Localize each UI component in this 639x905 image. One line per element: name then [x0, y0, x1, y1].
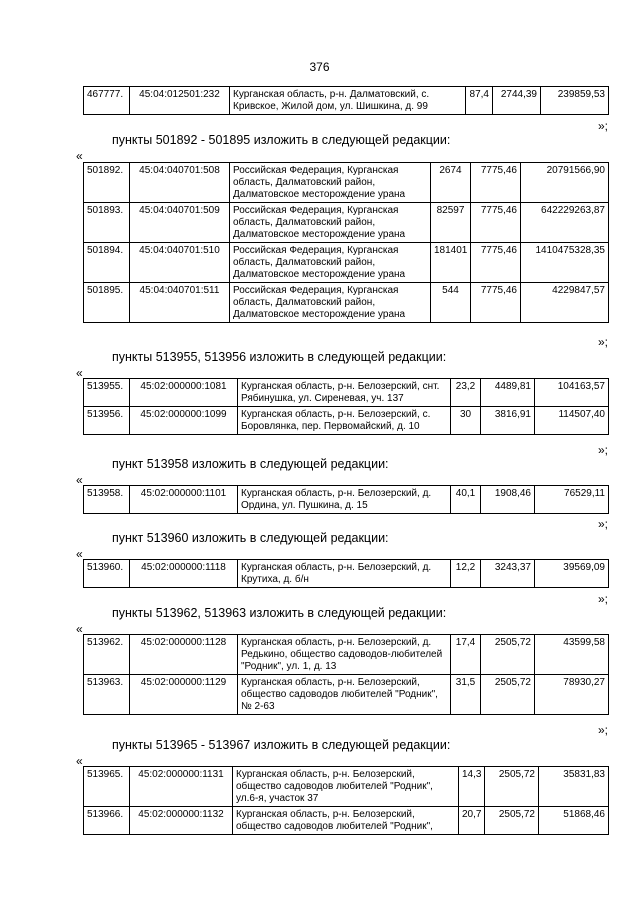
area: 30	[451, 407, 481, 435]
cadastral-number: 45:02:000000:1131	[130, 767, 233, 807]
address: Курганская область, р-н. Белозерский, общество садоводов любителей "Родник", № 2-63	[238, 675, 451, 715]
rate: 2505,72	[485, 807, 539, 835]
row-number: 513956.	[84, 407, 130, 435]
cadastral-value: 43599,58	[535, 635, 609, 675]
area: 17,4	[451, 635, 481, 675]
close-quote: »;	[597, 517, 608, 531]
address: Российская Федерация, Курганская область, Далматовский район, Далматовское месторождение урана	[230, 283, 431, 323]
address: Курганская область, р-н. Белозерский, д. Ордина, ул. Пушкина, д. 15	[238, 486, 451, 514]
table-row	[84, 379, 609, 407]
row-number: 513962.	[84, 635, 130, 675]
row-number: 501894.	[84, 243, 130, 283]
area: 40,1	[451, 486, 481, 514]
row-number: 513963.	[84, 675, 130, 715]
close-quote: »;	[597, 335, 608, 349]
address: Курганская область, р-н. Белозерский, общество садоводов любителей "Родник", ул.6-я, участок 37	[233, 767, 459, 807]
cadastral-number: 45:04:012501:232	[130, 87, 230, 115]
cadastral-number: 45:04:040701:509	[130, 203, 230, 243]
table-row	[84, 560, 609, 588]
row-number: 501893.	[84, 203, 130, 243]
rate: 7775,46	[471, 203, 521, 243]
area: 181401	[431, 243, 471, 283]
rate: 1908,46	[481, 486, 535, 514]
section-heading: пункт 513960 изложить в следующей редакции:	[112, 531, 389, 545]
rate: 3243,37	[481, 560, 535, 588]
cadastral-number: 45:02:000000:1099	[130, 407, 238, 435]
rate: 4489,81	[481, 379, 535, 407]
cadastral-value: 104163,57	[535, 379, 609, 407]
table-section-1	[83, 162, 609, 323]
table-row	[84, 807, 609, 835]
area: 31,5	[451, 675, 481, 715]
cadastral-number: 45:04:040701:508	[130, 163, 230, 203]
address: Российская Федерация, Курганская область, Далматовский район, Далматовское месторождение урана	[230, 243, 431, 283]
cadastral-value: 20791566,90	[521, 163, 609, 203]
cadastral-value: 4229847,57	[521, 283, 609, 323]
cadastral-value: 114507,40	[535, 407, 609, 435]
rate: 7775,46	[471, 243, 521, 283]
cadastral-value: 51868,46	[539, 807, 609, 835]
row-number: 513960.	[84, 560, 130, 588]
area: 544	[431, 283, 471, 323]
address: Курганская область, р-н. Белозерский, д. Крутиха, д. б/н	[238, 560, 451, 588]
rate: 7775,46	[471, 163, 521, 203]
open-quote: «	[76, 366, 83, 380]
cadastral-value: 76529,11	[535, 486, 609, 514]
cadastral-number: 45:02:000000:1118	[130, 560, 238, 588]
table-section-5	[83, 634, 609, 715]
table-row	[84, 486, 609, 514]
open-quote: «	[76, 473, 83, 487]
address: Российская Федерация, Курганская область, Далматовский район, Далматовское месторождение урана	[230, 203, 431, 243]
cadastral-value: 239859,53	[541, 87, 609, 115]
rate: 2505,72	[481, 675, 535, 715]
cadastral-number: 45:04:040701:511	[130, 283, 230, 323]
rate: 2505,72	[485, 767, 539, 807]
cadastral-value: 1410475328,35	[521, 243, 609, 283]
open-quote: «	[76, 754, 83, 768]
address: Курганская область, р-н. Белозерский, д. Редькино, общество садоводов-любителей "Родник", ул. 1, д. 13	[238, 635, 451, 675]
cadastral-number: 45:02:000000:1081	[130, 379, 238, 407]
table-row	[84, 675, 609, 715]
cadastral-value: 39569,09	[535, 560, 609, 588]
section-heading: пункты 501892 - 501895 изложить в следующей редакции:	[112, 133, 451, 147]
row-number: 501895.	[84, 283, 130, 323]
rate: 3816,91	[481, 407, 535, 435]
table-row	[84, 635, 609, 675]
section-heading: пункты 513965 - 513967 изложить в следующей редакции:	[112, 738, 451, 752]
rate: 2744,39	[493, 87, 541, 115]
close-quote: »;	[597, 723, 608, 737]
table-section-3	[83, 485, 609, 514]
row-number: 513965.	[84, 767, 130, 807]
section-heading: пункт 513958 изложить в следующей редакции:	[112, 457, 389, 471]
close-quote: »;	[597, 443, 608, 457]
area: 20,7	[459, 807, 485, 835]
address: Курганская область, р-н. Далматовский, с. Кривское, Жилой дом, ул. Шишкина, д. 99	[230, 87, 466, 115]
row-number: 513958.	[84, 486, 130, 514]
area: 12,2	[451, 560, 481, 588]
address: Российская Федерация, Курганская область, Далматовский район, Далматовское месторождение урана	[230, 163, 431, 203]
area: 2674	[431, 163, 471, 203]
table-row	[84, 407, 609, 435]
area: 23,2	[451, 379, 481, 407]
row-number: 513966.	[84, 807, 130, 835]
table-section-6	[83, 766, 609, 835]
table-section-2	[83, 378, 609, 435]
page-number: 376	[309, 60, 330, 74]
address: Курганская область, р-н. Белозерский, общество садоводов любителей "Родник",	[233, 807, 459, 835]
table-row	[84, 87, 609, 115]
row-number: 513955.	[84, 379, 130, 407]
table-row	[84, 203, 609, 243]
close-quote: »;	[597, 119, 608, 133]
table-section-0	[83, 86, 609, 115]
table-row	[84, 163, 609, 203]
open-quote: «	[76, 149, 83, 163]
table-row	[84, 283, 609, 323]
cadastral-number: 45:02:000000:1129	[130, 675, 238, 715]
area: 14,3	[459, 767, 485, 807]
close-quote: »;	[597, 592, 608, 606]
cadastral-value: 642229263,87	[521, 203, 609, 243]
row-number: 467777.	[84, 87, 130, 115]
table-section-4	[83, 559, 609, 588]
row-number: 501892.	[84, 163, 130, 203]
cadastral-value: 78930,27	[535, 675, 609, 715]
area: 82597	[431, 203, 471, 243]
rate: 2505,72	[481, 635, 535, 675]
area: 87,4	[466, 87, 493, 115]
address: Курганская область, р-н. Белозерский, с. Боровлянка, пер. Первомайский, д. 10	[238, 407, 451, 435]
open-quote: «	[76, 547, 83, 561]
open-quote: «	[76, 622, 83, 636]
section-heading: пункты 513962, 513963 изложить в следующей редакции:	[112, 606, 447, 620]
cadastral-number: 45:02:000000:1132	[130, 807, 233, 835]
cadastral-value: 35831,83	[539, 767, 609, 807]
rate: 7775,46	[471, 283, 521, 323]
table-row	[84, 767, 609, 807]
section-heading: пункты 513955, 513956 изложить в следующей редакции:	[112, 350, 447, 364]
cadastral-number: 45:02:000000:1128	[130, 635, 238, 675]
cadastral-number: 45:02:000000:1101	[130, 486, 238, 514]
cadastral-number: 45:04:040701:510	[130, 243, 230, 283]
table-row	[84, 243, 609, 283]
address: Курганская область, р-н. Белозерский, снт. Рябинушка, ул. Сиреневая, уч. 137	[238, 379, 451, 407]
